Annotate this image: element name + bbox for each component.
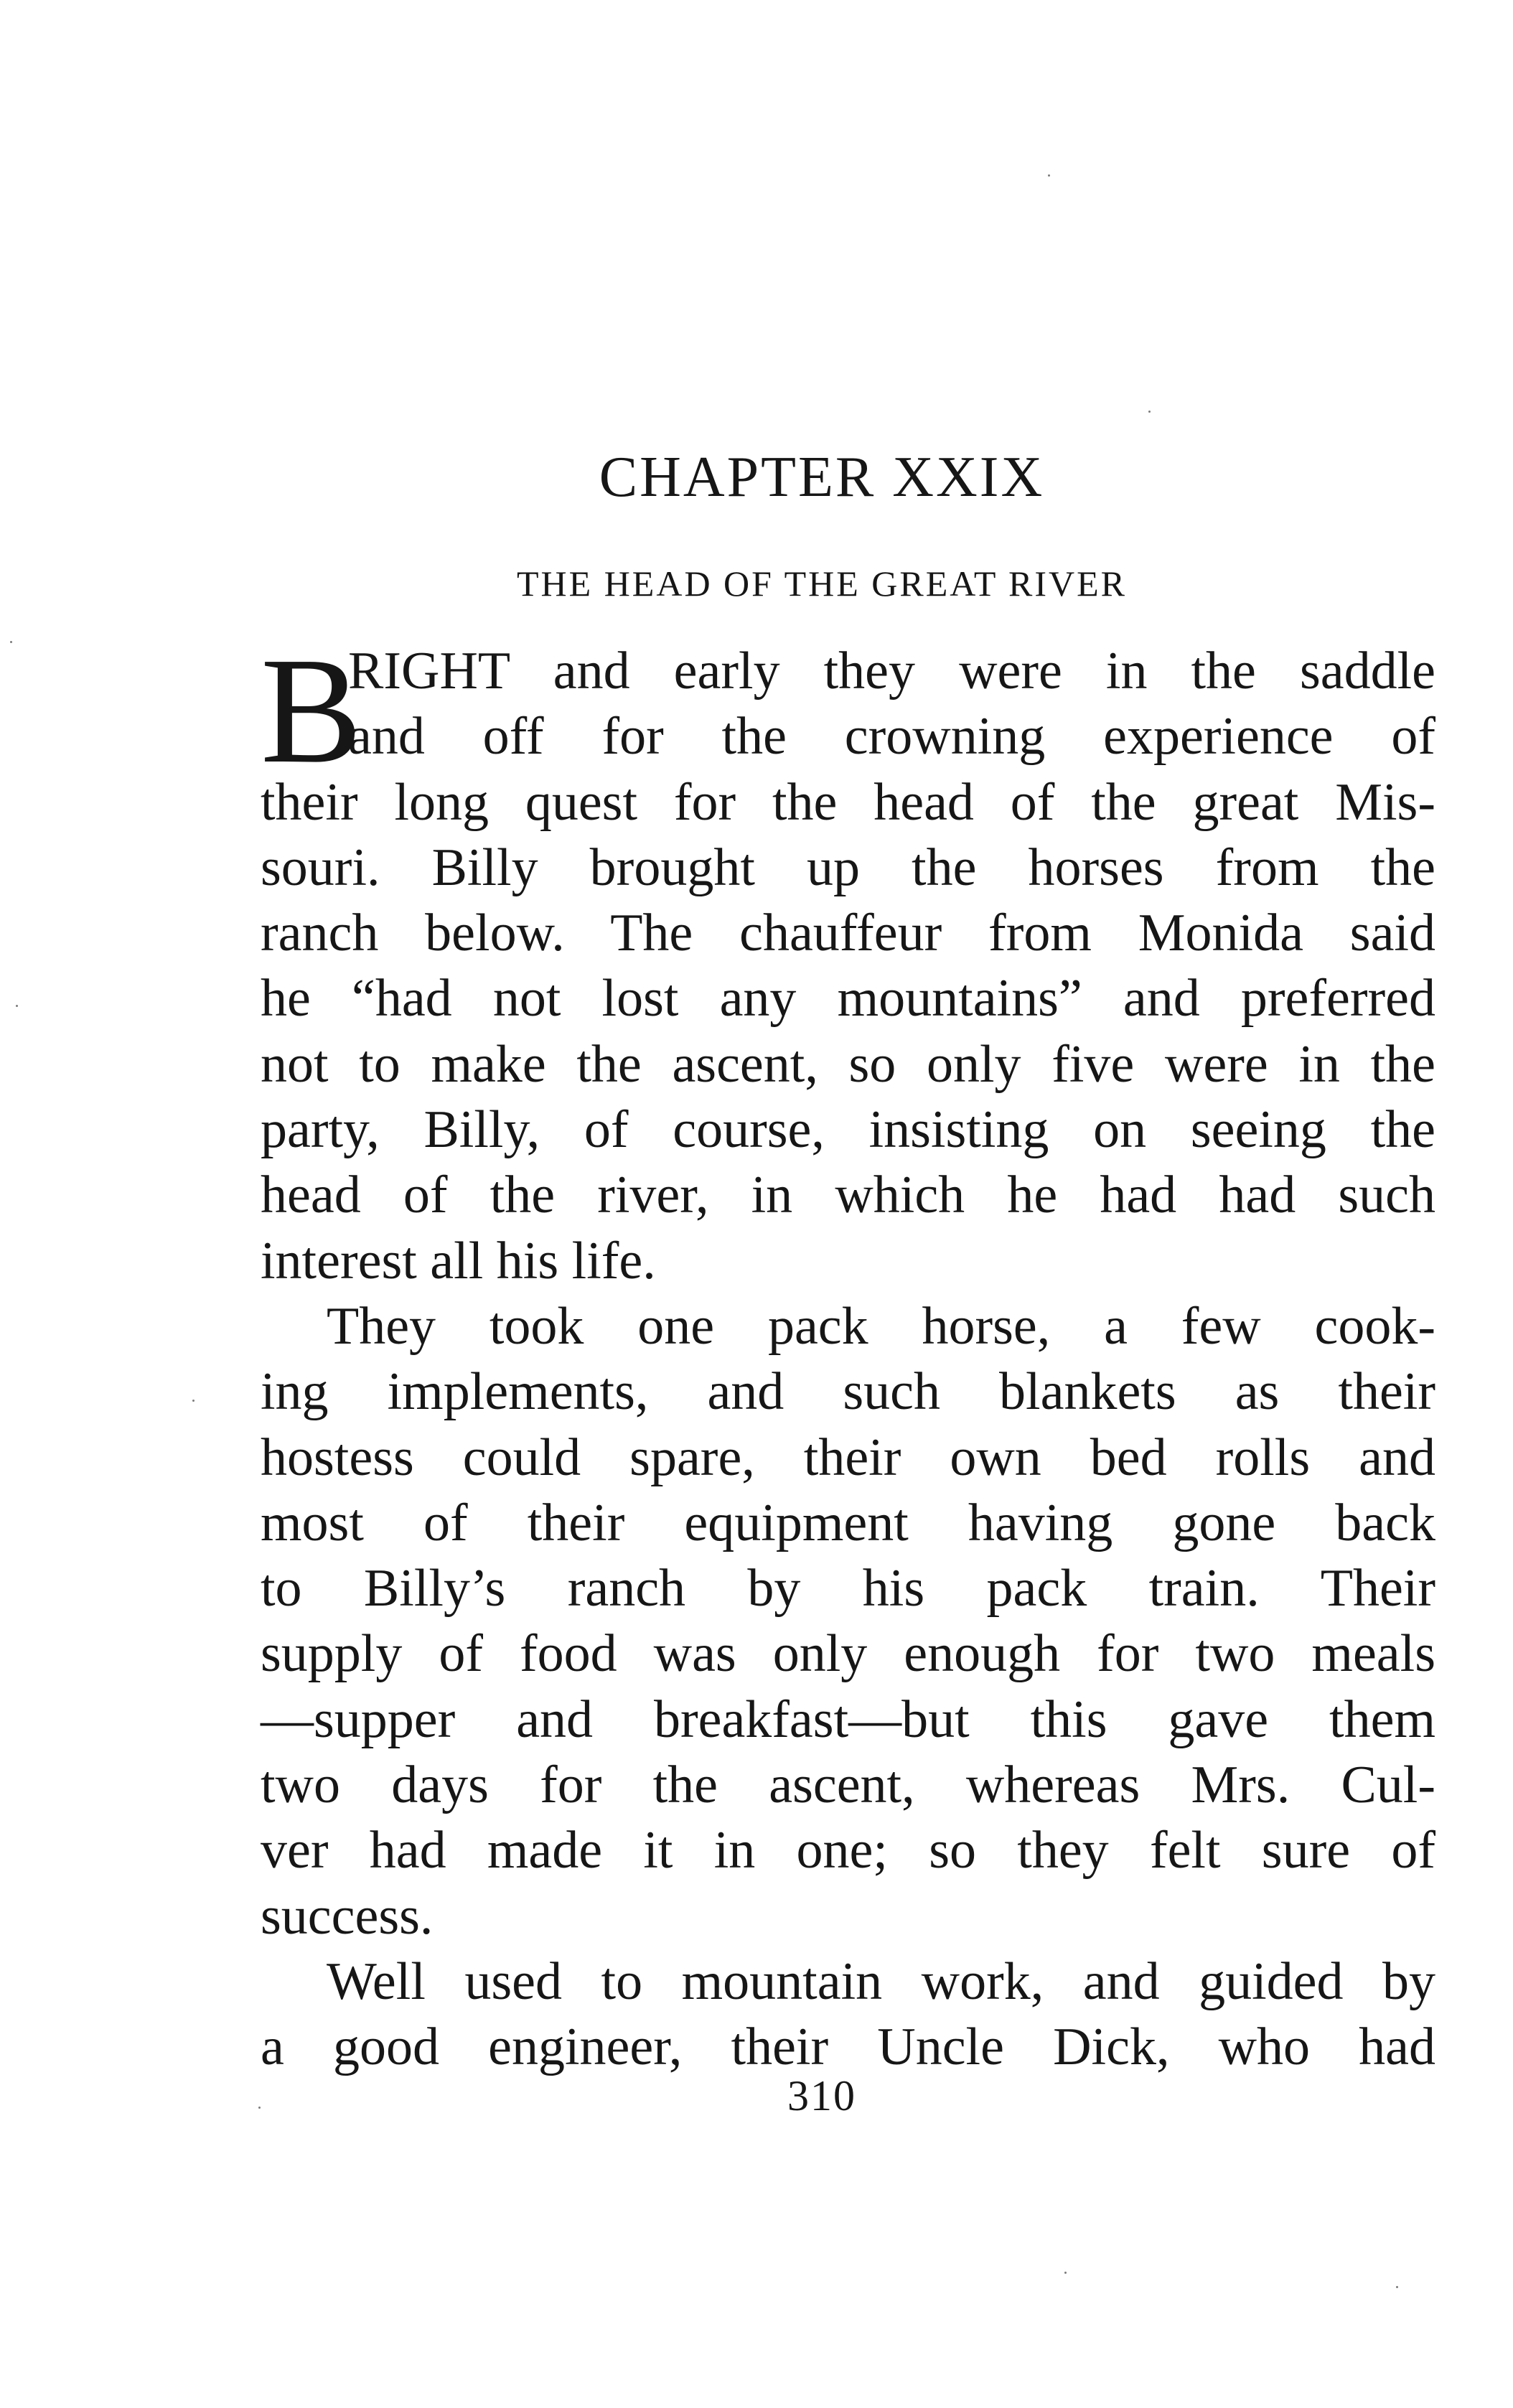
text-line: their long quest for the head of the great Mis- — [261, 772, 1435, 832]
text-line: Well used to mountain work, and guided by — [327, 1952, 1435, 2011]
page-number: 310 — [787, 2072, 856, 2119]
text-line: to Billy’s ranch by his pack train. Their — [261, 1559, 1435, 1618]
text-line: ver had made it in one; so they felt sure of — [261, 1821, 1435, 1880]
paragraph-1 — [261, 626, 1435, 1294]
scan-speck — [1148, 411, 1151, 413]
scan-speck — [10, 641, 12, 643]
text-line: ranch below. The chauffeur from Monida said — [261, 904, 1435, 963]
text-line: supply of food was only enough for two meals — [261, 1624, 1435, 1684]
drop-cap-initial: B — [261, 626, 362, 795]
text-line: head of the river, in which he had had such — [261, 1166, 1435, 1225]
text-line: and off for the crowning experience of — [348, 707, 1435, 767]
text-line: interest all his life. — [261, 1231, 656, 1290]
scan-speck — [1064, 2272, 1067, 2274]
text-line: he “had not lost any mountains” and preferred — [261, 969, 1435, 1029]
text-line: two days for the ascent, whereas Mrs. Cul- — [261, 1756, 1435, 1815]
text-line: not to make the ascent, so only five were in the — [261, 1034, 1435, 1094]
paragraph-3 — [261, 1949, 1435, 2081]
paragraph-2 — [261, 1294, 1435, 1949]
text-line: hostess could spare, their own bed rolls and — [261, 1428, 1435, 1487]
scan-speck — [1396, 2286, 1398, 2288]
text-line: RIGHT and early they were in the saddle — [348, 642, 1435, 701]
chapter-title: CHAPTER XXIX — [599, 446, 1045, 509]
text-line: party, Billy, of course, insisting on seeing the — [261, 1100, 1435, 1160]
scan-speck — [16, 1005, 18, 1007]
scan-speck — [258, 2107, 261, 2109]
chapter-subtitle: THE HEAD OF THE GREAT RIVER — [517, 563, 1127, 604]
text-line: souri. Billy brought up the horses from the — [261, 838, 1435, 897]
text-line: most of their equipment having gone back — [261, 1493, 1435, 1552]
text-line: a good engineer, their Uncle Dick, who had — [261, 2018, 1435, 2077]
scan-speck — [192, 1400, 195, 1402]
scan-speck — [1048, 174, 1050, 177]
text-line: ing implements, and such blankets as their — [261, 1362, 1435, 1422]
text-line: success. — [261, 1886, 434, 1946]
text-line: —supper and breakfast—but this gave them — [261, 1690, 1435, 1749]
text-line: They took one pack horse, a few cook- — [327, 1297, 1435, 1356]
